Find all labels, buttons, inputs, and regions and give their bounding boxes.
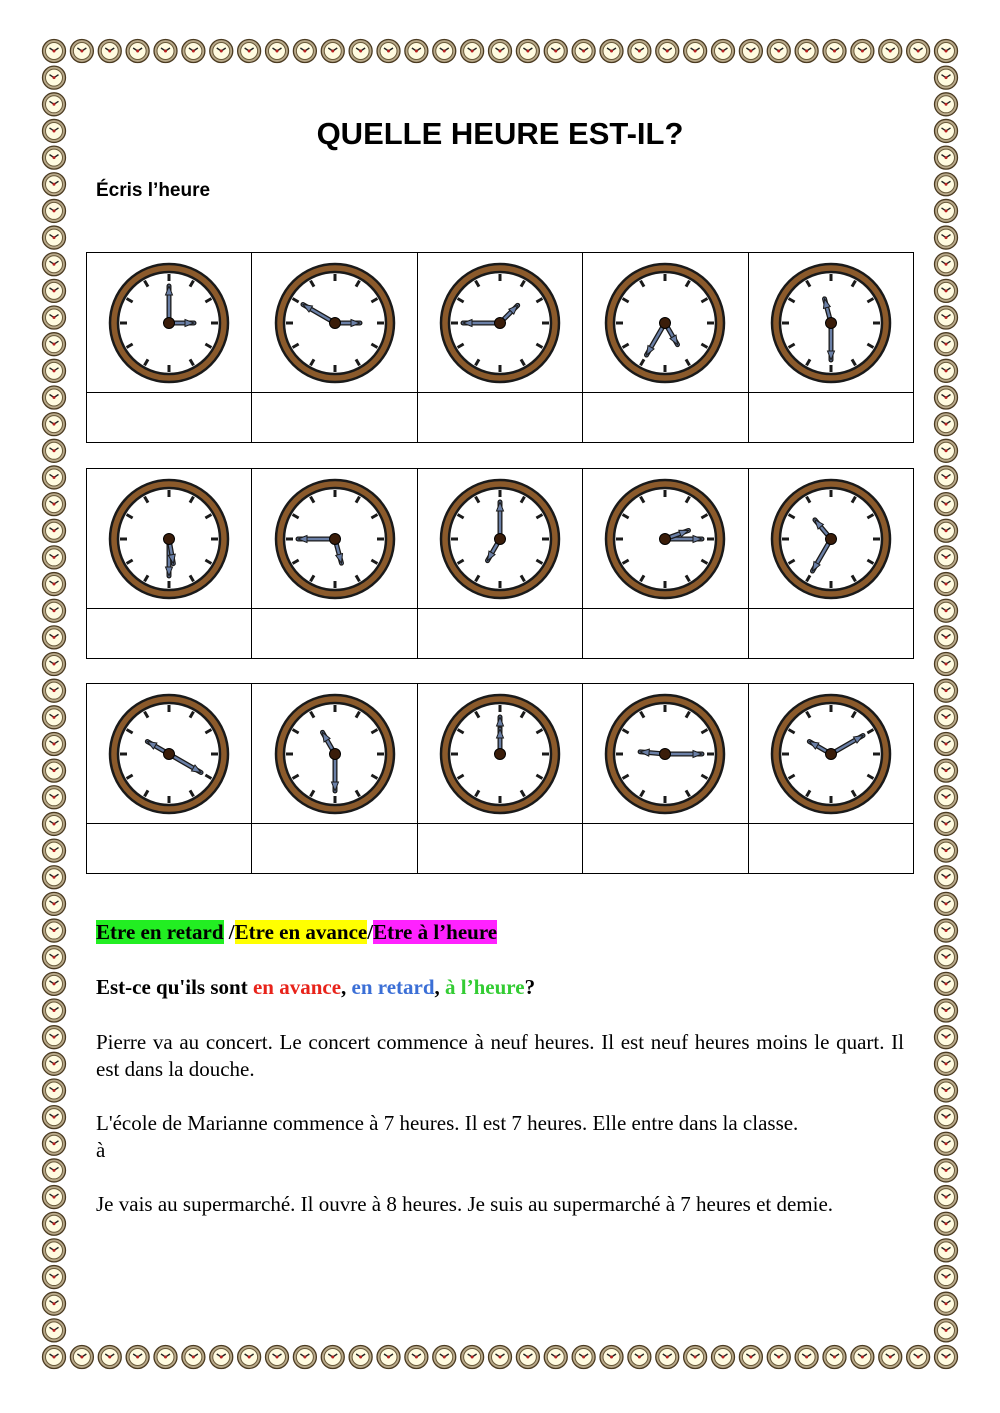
- border-clock-icon: [935, 359, 958, 382]
- border-clock-icon: [98, 40, 121, 63]
- border-clock-icon: [43, 679, 66, 702]
- border-clock-icon: [43, 999, 66, 1022]
- answer-cell[interactable]: [417, 609, 582, 659]
- border-clock-icon: [405, 1346, 428, 1369]
- border-clock-icon: [935, 519, 958, 542]
- border-clock-icon: [935, 253, 958, 276]
- border-clock-icon: [628, 40, 651, 63]
- border-clock-icon: [935, 866, 958, 889]
- border-clock-icon: [43, 599, 66, 622]
- border-clock-icon: [43, 919, 66, 942]
- clock-center: [494, 317, 505, 328]
- legend-early: Etre en avance: [234, 920, 368, 944]
- answer-cell[interactable]: [252, 824, 417, 874]
- question-late: en retard: [351, 975, 435, 999]
- clock-cell: [583, 469, 748, 609]
- answer-cell[interactable]: [748, 393, 913, 443]
- answer-cell[interactable]: [87, 609, 252, 659]
- border-clock-icon: [935, 1319, 958, 1342]
- border-clock-icon: [935, 333, 958, 356]
- border-clock-icon: [43, 892, 66, 915]
- border-clock-icon: [210, 1346, 233, 1369]
- question-early: en avance: [252, 975, 342, 999]
- instruction-text: Écris l’heure: [96, 180, 211, 201]
- border-clock-icon: [935, 1159, 958, 1182]
- paragraph-supermarket: Je vais au supermarché. Il ouvre à 8 heures. Je suis au supermarché à 7 heures et demie.: [96, 1192, 834, 1216]
- border-clock-icon: [433, 40, 456, 63]
- border-clock-icon: [461, 40, 484, 63]
- border-clock-icon: [544, 1346, 567, 1369]
- clock-cell: [252, 684, 417, 824]
- border-clock-icon: [935, 946, 958, 969]
- border-clock-icon: [126, 1346, 149, 1369]
- border-clock-icon: [43, 1346, 66, 1369]
- border-clock-icon: [43, 812, 66, 835]
- border-clock-icon: [43, 1052, 66, 1075]
- border-clock-icon: [321, 40, 344, 63]
- border-clock-icon: [935, 1186, 958, 1209]
- border-clock-icon: [43, 946, 66, 969]
- border-clock-icon: [907, 40, 930, 63]
- border-clock-icon: [600, 1346, 623, 1369]
- border-clock-icon: [935, 599, 958, 622]
- border-clock-icon: [935, 1292, 958, 1315]
- border-clock-icon: [935, 626, 958, 649]
- clock-cell: [417, 684, 582, 824]
- border-clock-icon: [70, 40, 93, 63]
- border-clock-icon: [935, 173, 958, 196]
- border-clock-icon: [935, 972, 958, 995]
- clock-cell: [252, 253, 417, 393]
- border-clock-icon: [377, 1346, 400, 1369]
- border-clock-icon: [43, 706, 66, 729]
- answer-cell[interactable]: [748, 609, 913, 659]
- clock-cell: [583, 253, 748, 393]
- clock-icon: [105, 690, 233, 818]
- border-clock-icon: [349, 1346, 372, 1369]
- clock-center: [329, 317, 340, 328]
- border-clock-icon: [935, 839, 958, 862]
- answer-cell[interactable]: [252, 393, 417, 443]
- border-clock-icon: [43, 199, 66, 222]
- clock-center: [164, 317, 175, 328]
- border-clock-icon: [823, 1346, 846, 1369]
- border-clock-icon: [43, 519, 66, 542]
- border-clock-icon: [767, 40, 790, 63]
- border-clock-icon: [935, 279, 958, 302]
- border-clock-icon: [43, 306, 66, 329]
- clock-center: [825, 533, 836, 544]
- border-clock-icon: [935, 573, 958, 596]
- border-clock-icon: [935, 999, 958, 1022]
- border-clock-icon: [935, 786, 958, 809]
- border-clock-icon: [43, 1026, 66, 1049]
- border-clock-icon: [767, 1346, 790, 1369]
- legend-separator: /: [223, 920, 235, 944]
- clock-center: [164, 533, 175, 544]
- question-on-time: à l’heure: [445, 975, 525, 999]
- clock-icon: [271, 475, 399, 603]
- border-clock-icon: [43, 1186, 66, 1209]
- border-clock-icon: [935, 439, 958, 462]
- border-clock-icon: [712, 40, 735, 63]
- border-clock-icon: [656, 40, 679, 63]
- border-clock-icon: [43, 253, 66, 276]
- border-clock-icon: [43, 413, 66, 436]
- clock-icon: [601, 475, 729, 603]
- border-clock-icon: [43, 333, 66, 356]
- clock-icon: [767, 259, 895, 387]
- border-clock-icon: [935, 1212, 958, 1235]
- border-clock-icon: [210, 40, 233, 63]
- answer-cell[interactable]: [252, 609, 417, 659]
- border-clock-icon: [935, 1346, 958, 1369]
- border-clock-icon: [43, 1319, 66, 1342]
- clock-center: [494, 748, 505, 759]
- border-clock-icon: [656, 1346, 679, 1369]
- border-clock-icon: [935, 1239, 958, 1262]
- clock-cell: [87, 469, 252, 609]
- border-clock-icon: [935, 679, 958, 702]
- clock-cell: [252, 469, 417, 609]
- border-clock-icon: [266, 40, 289, 63]
- clock-table-3: [86, 683, 914, 874]
- clock-table-1: [86, 252, 914, 443]
- border-clock-icon: [349, 40, 372, 63]
- legend-on-time: Etre à l’heure: [373, 920, 498, 944]
- border-clock-icon: [516, 40, 539, 63]
- clock-center: [660, 317, 671, 328]
- border-clock-icon: [182, 40, 205, 63]
- border-clock-icon: [43, 173, 66, 196]
- border-clock-icon: [266, 1346, 289, 1369]
- clock-cell: [417, 469, 582, 609]
- border-clock-icon: [935, 1052, 958, 1075]
- clock-cell: [583, 684, 748, 824]
- question-comma: ,: [434, 975, 446, 999]
- border-clock-icon: [43, 972, 66, 995]
- answer-cell[interactable]: [417, 824, 582, 874]
- border-clock-icon: [43, 1106, 66, 1129]
- clock-center: [660, 533, 671, 544]
- border-clock-icon: [43, 66, 66, 89]
- border-clock-icon: [935, 493, 958, 516]
- border-clock-icon: [43, 493, 66, 516]
- border-clock-icon: [795, 40, 818, 63]
- border-clock-icon: [935, 306, 958, 329]
- border-clock-icon: [238, 40, 261, 63]
- clock-center: [825, 748, 836, 759]
- border-clock-icon: [935, 93, 958, 116]
- clock-center: [164, 748, 175, 759]
- border-clock-icon: [43, 279, 66, 302]
- clock-cell: [87, 253, 252, 393]
- border-clock-icon: [43, 40, 66, 63]
- border-clock-icon: [739, 1346, 762, 1369]
- border-clock-icon: [516, 1346, 539, 1369]
- border-clock-icon: [712, 1346, 735, 1369]
- border-clock-icon: [405, 40, 428, 63]
- clock-icon: [271, 259, 399, 387]
- border-clock-icon: [43, 839, 66, 862]
- border-clock-icon: [182, 1346, 205, 1369]
- paragraph-marianne-text: L'école de Marianne commence à 7 heures. Il est 7 heures. Elle entre dans la classe.: [96, 1111, 799, 1135]
- border-clock-icon: [935, 1132, 958, 1155]
- clock-center: [494, 533, 505, 544]
- paragraph-marianne: [96, 1110, 904, 1164]
- border-clock-icon: [935, 226, 958, 249]
- legend-late: Etre en retard: [96, 920, 224, 944]
- answer-cell[interactable]: [583, 609, 748, 659]
- clock-cell: [748, 684, 913, 824]
- answer-cell[interactable]: [417, 393, 582, 443]
- clock-cell: [417, 253, 582, 393]
- border-clock-icon: [43, 1292, 66, 1315]
- border-clock-icon: [43, 386, 66, 409]
- border-clock-icon: [43, 1079, 66, 1102]
- border-clock-icon: [43, 226, 66, 249]
- legend-line: [96, 920, 497, 945]
- clock-cell: [87, 684, 252, 824]
- question-prefix: Est-ce qu'ils sont: [96, 975, 253, 999]
- clock-center: [660, 748, 671, 759]
- paragraph-marianne-answer: à: [96, 1138, 106, 1162]
- border-clock-icon: [935, 1079, 958, 1102]
- border-clock-icon: [321, 1346, 344, 1369]
- border-clock-icon: [935, 919, 958, 942]
- border-clock-icon: [935, 1266, 958, 1289]
- border-clock-icon: [739, 40, 762, 63]
- border-clock-icon: [43, 866, 66, 889]
- clock-icon: [767, 690, 895, 818]
- border-clock-icon: [935, 199, 958, 222]
- answer-cell[interactable]: [87, 824, 252, 874]
- border-clock-icon: [628, 1346, 651, 1369]
- border-clock-icon: [935, 466, 958, 489]
- border-clock-icon: [600, 40, 623, 63]
- border-clock-icon: [544, 40, 567, 63]
- border-clock-icon: [154, 40, 177, 63]
- border-clock-icon: [43, 626, 66, 649]
- paragraph-pierre: Pierre va au concert. Le concert commence à neuf heures. Il est neuf heures moins le quart. Il est dans la douche.: [96, 1030, 904, 1081]
- border-clock-icon: [238, 1346, 261, 1369]
- border-clock-icon: [823, 40, 846, 63]
- clock-icon: [767, 475, 895, 603]
- answer-cell[interactable]: [583, 824, 748, 874]
- border-clock-icon: [43, 759, 66, 782]
- border-clock-icon: [935, 892, 958, 915]
- clock-icon: [436, 475, 564, 603]
- border-clock-icon: [377, 40, 400, 63]
- border-clock-icon: [461, 1346, 484, 1369]
- border-clock-icon: [935, 706, 958, 729]
- border-clock-icon: [684, 40, 707, 63]
- border-clock-icon: [795, 1346, 818, 1369]
- border-clock-icon: [935, 40, 958, 63]
- border-clock-icon: [126, 40, 149, 63]
- clock-icon: [601, 690, 729, 818]
- legend-separator: /: [367, 920, 374, 944]
- border-clock-icon: [935, 413, 958, 436]
- answer-cell[interactable]: [748, 824, 913, 874]
- border-clock-icon: [43, 573, 66, 596]
- border-clock-icon: [935, 66, 958, 89]
- border-clock-icon: [935, 732, 958, 755]
- border-clock-icon: [572, 40, 595, 63]
- border-clock-icon: [851, 40, 874, 63]
- clock-center: [329, 748, 340, 759]
- border-clock-icon: [43, 1212, 66, 1235]
- clock-cell: [748, 469, 913, 609]
- border-clock-icon: [935, 1106, 958, 1129]
- border-clock-icon: [98, 1346, 121, 1369]
- border-clock-icon: [907, 1346, 930, 1369]
- question-comma: ,: [341, 975, 352, 999]
- border-clock-icon: [293, 1346, 316, 1369]
- border-clock-icon: [43, 1239, 66, 1262]
- border-clock-icon: [489, 1346, 512, 1369]
- clock-icon: [105, 259, 233, 387]
- border-clock-icon: [43, 786, 66, 809]
- border-clock-icon: [43, 93, 66, 116]
- page-title: QUELLE HEURE EST-IL?: [316, 116, 684, 151]
- border-clock-icon: [43, 546, 66, 569]
- border-clock-icon: [433, 1346, 456, 1369]
- clock-icon: [436, 259, 564, 387]
- answer-cell[interactable]: [583, 393, 748, 443]
- border-clock-icon: [851, 1346, 874, 1369]
- border-clock-icon: [935, 653, 958, 676]
- border-clock-icon: [935, 1026, 958, 1049]
- clock-icon: [271, 690, 399, 818]
- border-clock-icon: [154, 1346, 177, 1369]
- border-clock-icon: [43, 359, 66, 382]
- border-clock-icon: [43, 732, 66, 755]
- border-clock-icon: [43, 466, 66, 489]
- border-clock-icon: [70, 1346, 93, 1369]
- clock-table-2: [86, 468, 914, 659]
- clock-icon: [436, 690, 564, 818]
- border-clock-icon: [43, 439, 66, 462]
- clock-center: [329, 533, 340, 544]
- border-clock-icon: [935, 546, 958, 569]
- border-clock-icon: [293, 40, 316, 63]
- border-clock-icon: [489, 40, 512, 63]
- question-suffix: ?: [524, 975, 536, 999]
- border-clock-icon: [935, 386, 958, 409]
- clock-cell: [748, 253, 913, 393]
- clock-icon: [105, 475, 233, 603]
- border-clock-icon: [43, 1132, 66, 1155]
- border-clock-icon: [879, 1346, 902, 1369]
- border-clock-icon: [43, 653, 66, 676]
- answer-cell[interactable]: [87, 393, 252, 443]
- question-line: [96, 975, 535, 1000]
- clock-center: [825, 317, 836, 328]
- border-clock-icon: [43, 1159, 66, 1182]
- border-clock-icon: [572, 1346, 595, 1369]
- border-clock-icon: [935, 759, 958, 782]
- clock-icon: [601, 259, 729, 387]
- border-clock-icon: [43, 1266, 66, 1289]
- border-clock-icon: [684, 1346, 707, 1369]
- border-clock-icon: [879, 40, 902, 63]
- border-clock-icon: [935, 812, 958, 835]
